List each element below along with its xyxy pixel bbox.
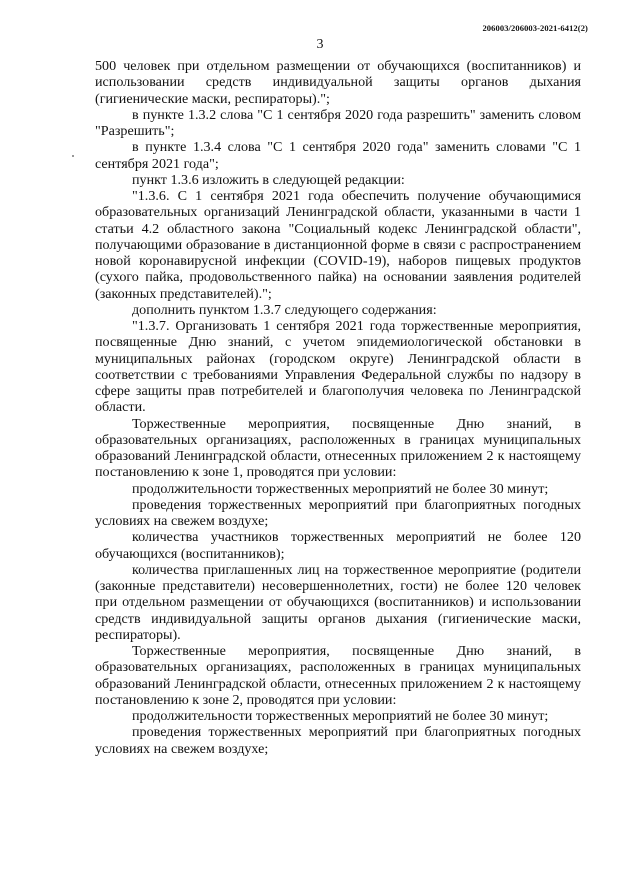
paragraph: "1.3.6. С 1 сентября 2021 года обеспечить получение обучающимися образовательных организаций Ленинградской области, указанными в части 1 статьи 4.2 областного закона "Социальный кодекс Ленинградской области", получающими образование в дистанционной форме в связи с распространением новой коронавирусной инфекции (COVID-19), наборов пищевых продуктов (сухого пайка, продовольственного пайка) на основании заявления родителей (законных представителей).";: [95, 188, 581, 302]
paragraph: 500 человек при отдельном размещении от обучающихся (воспитанников) и использовании средств индивидуальной защиты органов дыхания (гигиенические маски, респираторы).";: [95, 58, 581, 107]
document-body: [95, 58, 581, 757]
paragraph: количества участников торжественных мероприятий не более 120 обучающихся (воспитанников);: [95, 529, 581, 562]
paragraph: проведения торжественных мероприятий при благоприятных погодных условиях на свежем воздухе;: [95, 724, 581, 757]
scan-speck: [72, 155, 74, 157]
paragraph: в пункте 1.3.2 слова "С 1 сентября 2020 года разрешить" заменить словом "Разрешить";: [95, 106, 581, 139]
page-number: 3: [316, 37, 324, 52]
paragraph: пункт 1.3.6 изложить в следующей редакции:: [132, 171, 405, 188]
paragraph: продолжительности торжественных мероприятий не более 30 минут;: [132, 480, 549, 497]
paragraph: "1.3.7. Организовать 1 сентября 2021 года торжественные мероприятия, посвященные Дню знаний, с учетом эпидемиологической обстановки в муниципальных районах (городском округе) Ленинградской области в соответствии с требованиями Управления Федеральной службы по надзору в сфере защиты прав потребителей и благополучия человека по Ленинградской области.: [95, 318, 581, 416]
paragraph: Торжественные мероприятия, посвященные Дню знаний, в образовательных организациях, расположенных в границах муниципальных образований Ленинградской области, отнесенных приложением 2 к настоящему постановлению к зоне 1, проводятся при условии:: [95, 415, 581, 481]
paragraph: Торжественные мероприятия, посвященные Дню знаний, в образовательных организациях, расположенных в границах муниципальных образований Ленинградской области, отнесенных приложением 2 к настоящему постановлению к зоне 2, проводятся при условии:: [95, 643, 581, 708]
paragraph: количества приглашенных лиц на торжественное мероприятие (родители (законные представители) несовершеннолетних, гости) не более 120 человек при отдельном размещении от обучающихся (воспитанников) и использовании средств индивидуальной защиты органов дыхания (гигиенические маски, респираторы).: [95, 561, 581, 643]
paragraph: продолжительности торжественных мероприятий не более 30 минут;: [132, 708, 549, 724]
paragraph: дополнить пунктом 1.3.7 следующего содержания:: [132, 301, 437, 318]
document-id: 206003/206003-2021-6412(2): [482, 23, 588, 33]
paragraph: проведения торжественных мероприятий при благоприятных погодных условиях на свежем воздухе;: [95, 496, 581, 529]
paragraph: в пункте 1.3.4 слова "С 1 сентября 2020 года" заменить словами "С 1 сентября 2021 года";: [95, 139, 581, 172]
